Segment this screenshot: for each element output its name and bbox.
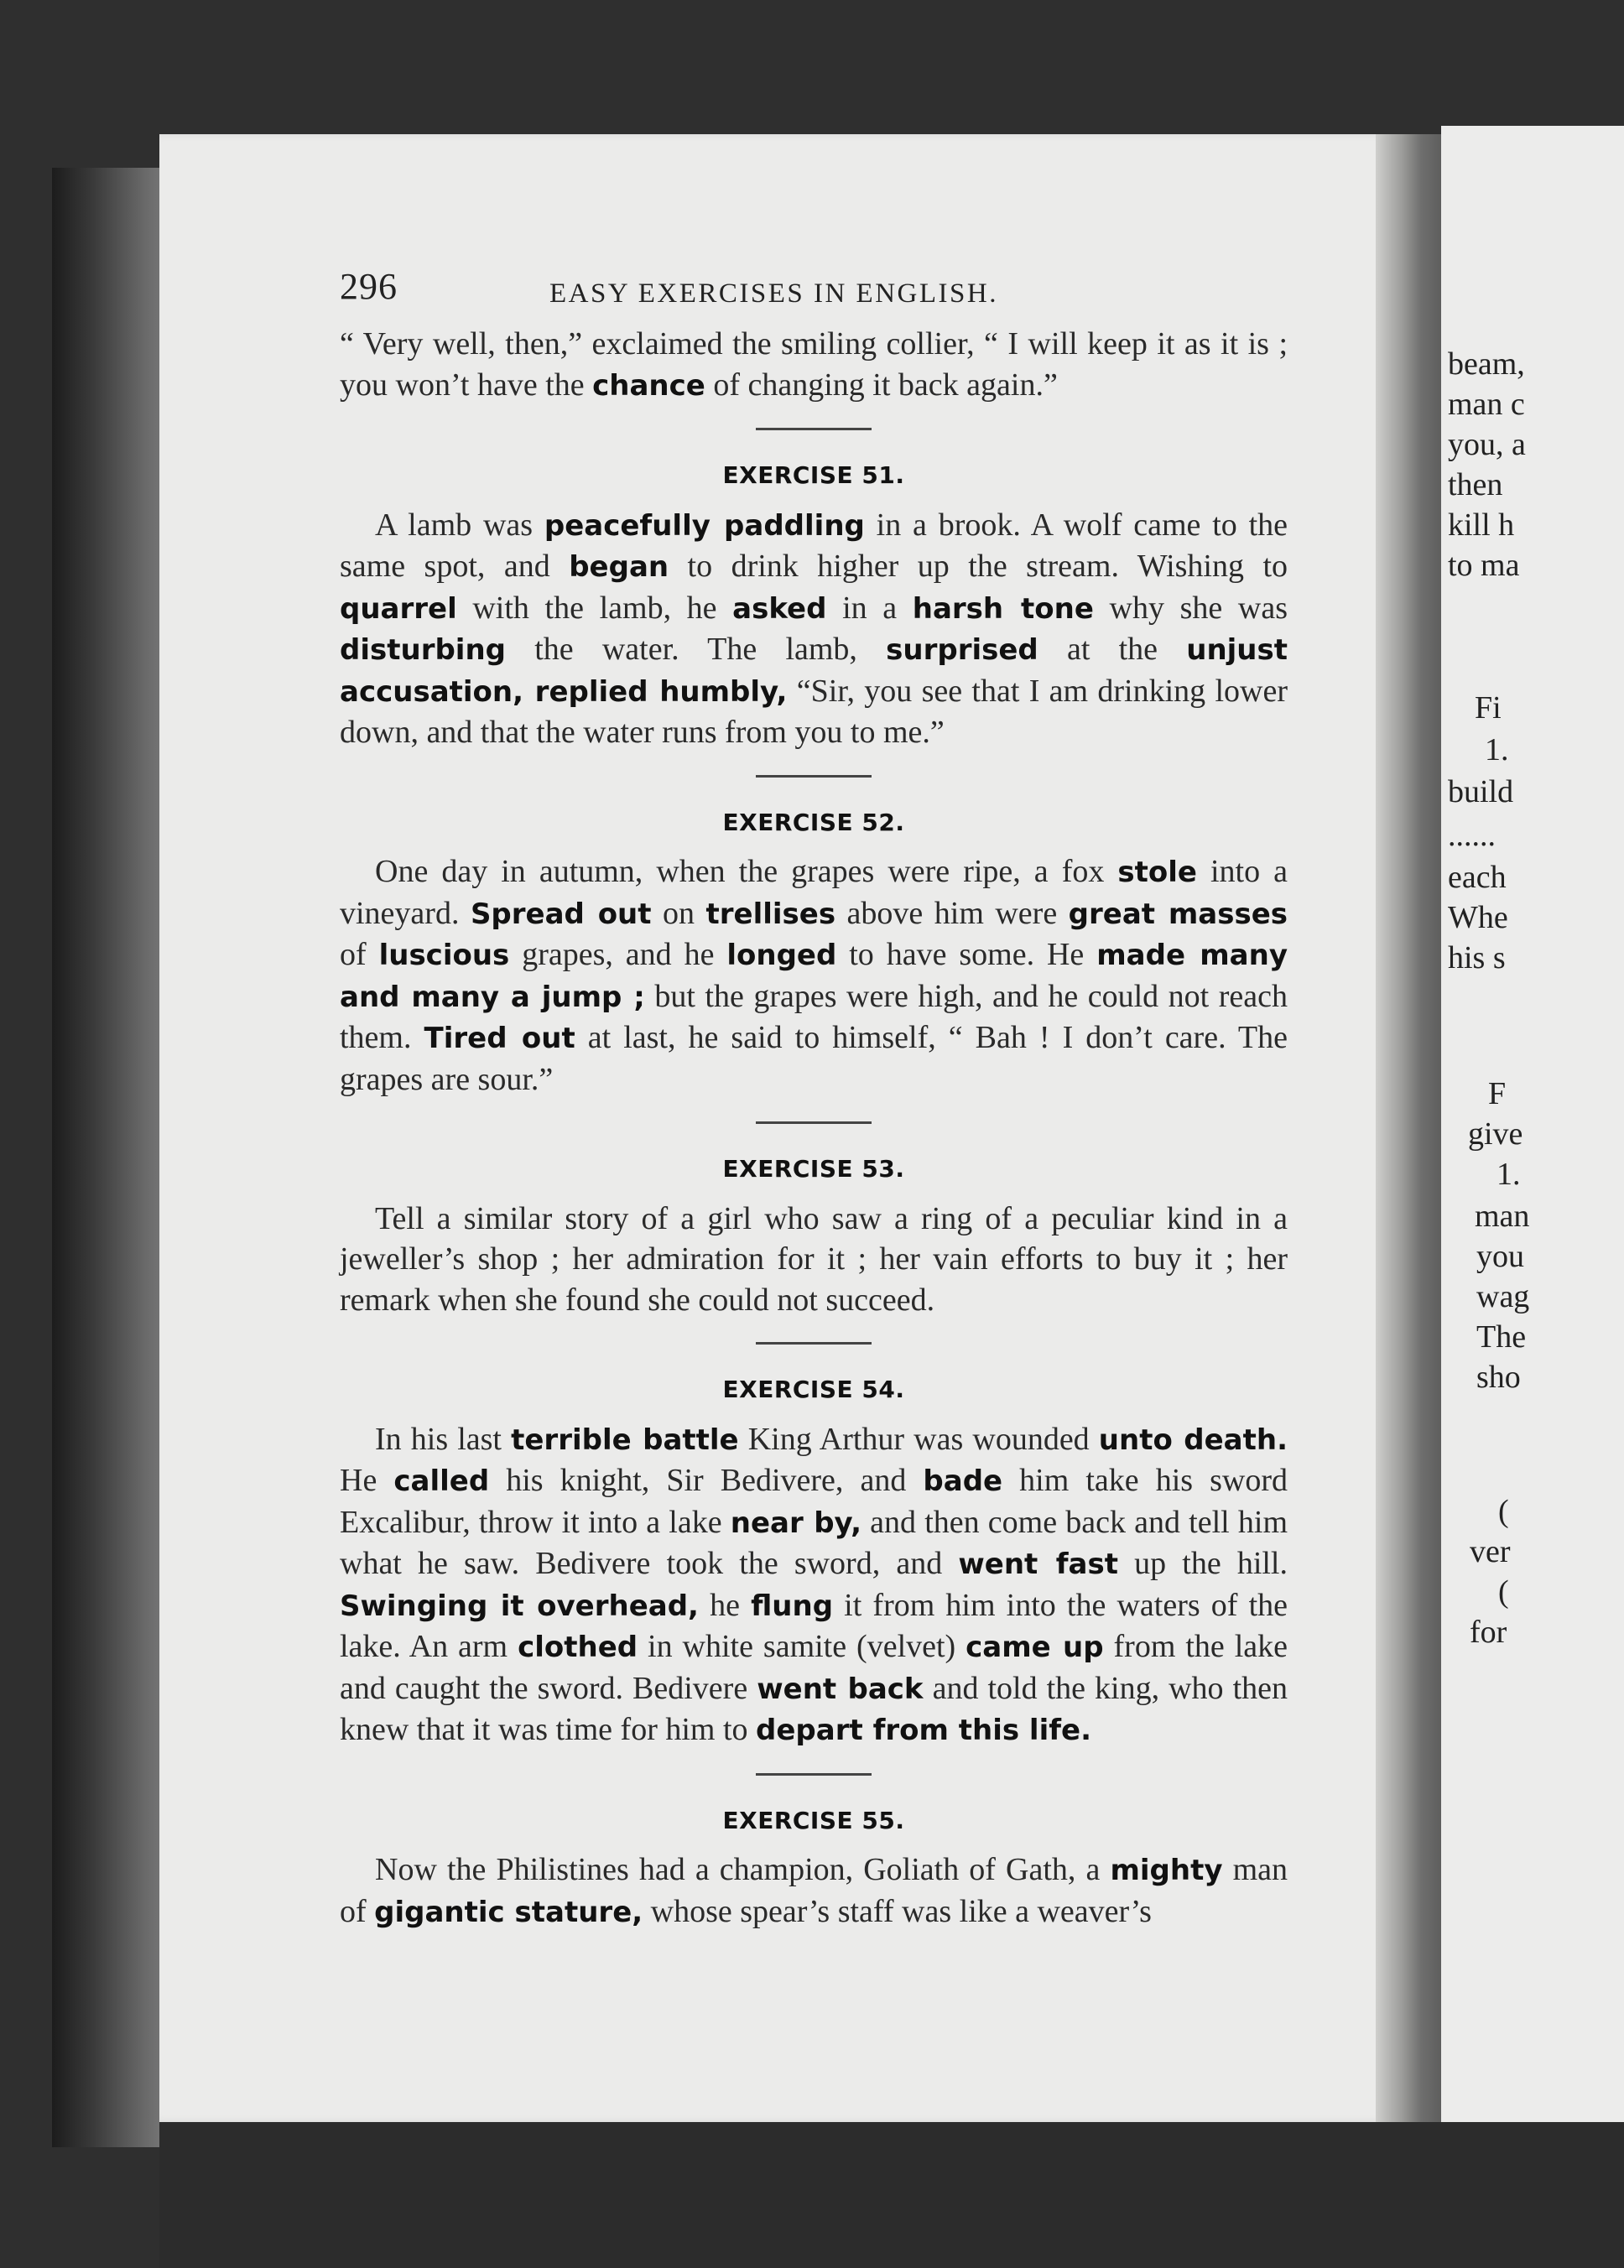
page-content xyxy=(340,267,1288,1932)
book-gutter xyxy=(1376,134,1451,2122)
running-title: EASY EXERCISES IN ENGLISH. xyxy=(549,278,998,309)
right-line: Fi xyxy=(1475,690,1502,726)
right-line: build xyxy=(1448,774,1514,809)
right-line: wag xyxy=(1476,1279,1530,1314)
exercise-52-text: One day in autumn, when the grapes were ripe, a fox stole into a vineyard. Spread out on trellises above him were great masses of luscious grapes, and he longed to have some. He made many and many a jump ; but the grapes were high, and he could not reach them. Tired out at last, he said to himself, “ Bah ! I don’t care. The grapes are sour.” xyxy=(340,854,1288,1097)
intro-paragraph: “ Very well, then,” exclaimed the smiling collier, “ I will keep it as it is ; you won’t have the chance of changing it back again.” xyxy=(340,326,1288,403)
page-number: 296 xyxy=(340,266,398,307)
right-line: The xyxy=(1476,1319,1527,1355)
section-divider xyxy=(756,1342,872,1345)
right-line: each xyxy=(1448,860,1507,895)
exercise-51-heading: EXERCISE 51. xyxy=(722,461,905,489)
exercise-53-heading: EXERCISE 53. xyxy=(722,1155,905,1183)
exercise-55-text: Now the Philistines had a champion, Goliath of Gath, a mighty man of gigantic stature, whose spear’s staff was like a weaver’s xyxy=(340,1852,1288,1929)
right-line: ( xyxy=(1498,1574,1509,1610)
right-line: kill h xyxy=(1448,507,1515,543)
section-divider xyxy=(756,1773,872,1776)
section-divider xyxy=(756,428,872,430)
right-line: sho xyxy=(1476,1360,1521,1395)
right-line: Whe xyxy=(1448,900,1508,935)
right-line: man xyxy=(1475,1199,1530,1234)
exercise-51-text: A lamb was peacefully paddling in a brook. A wolf came to the same spot, and began to drink higher up the stream. Wishing to quarrel with the lamb, he asked in a harsh tone why she was disturbing the water. The lamb, surprised at the unjust accusation, replied humbly, “Sir, you see that I am drinking lower down, and that the water runs from you to me.” xyxy=(340,507,1288,750)
right-line: his s xyxy=(1448,940,1506,975)
section-divider xyxy=(756,1121,872,1124)
right-line: man c xyxy=(1448,387,1525,422)
running-head xyxy=(340,267,1288,317)
right-line: for xyxy=(1470,1615,1507,1650)
exercise-52-heading: EXERCISE 52. xyxy=(722,808,905,836)
right-line: you xyxy=(1476,1239,1524,1274)
right-line: ...... xyxy=(1448,818,1496,853)
exercise-53-text: Tell a similar story of a girl who saw a ring of a peculiar kind in a jeweller’s shop ; her admiration for it ; her vain efforts to buy it ; her remark when she found she could not succeed. xyxy=(340,1200,1288,1318)
right-line: ver xyxy=(1470,1534,1511,1569)
exercise-54-text: In his last terrible battle King Arthur was wounded unto death. He called his knight, Sir Bedivere, and bade him take his sword Excalibur, throw it into a lake near by, and then come back and tell him what he saw. Bedivere took the sword, and went fast up the hill. Swinging it overhead, he flung it from him into the waters of the lake. An arm clothed in white samite (velvet) came up from the lake and caught the sword. Bedivere went back and told the king, who then knew that it was time for him to depart from this life. xyxy=(340,1421,1288,1747)
exercise-55-heading: EXERCISE 55. xyxy=(722,1806,905,1834)
right-line: then xyxy=(1448,467,1503,502)
right-line: to ma xyxy=(1448,548,1520,583)
book-page-edges xyxy=(52,168,169,2147)
right-line: F xyxy=(1488,1076,1507,1111)
right-line: 1. xyxy=(1485,732,1509,767)
right-line: ( xyxy=(1498,1494,1509,1529)
right-page xyxy=(1441,126,1624,2139)
right-line: 1. xyxy=(1496,1157,1521,1192)
section-divider xyxy=(756,775,872,778)
right-line: beam, xyxy=(1448,346,1525,382)
exercise-54-heading: EXERCISE 54. xyxy=(722,1376,905,1403)
right-line: give xyxy=(1468,1116,1523,1152)
right-line: you, a xyxy=(1448,427,1526,462)
bottom-shadow xyxy=(159,2122,1624,2268)
